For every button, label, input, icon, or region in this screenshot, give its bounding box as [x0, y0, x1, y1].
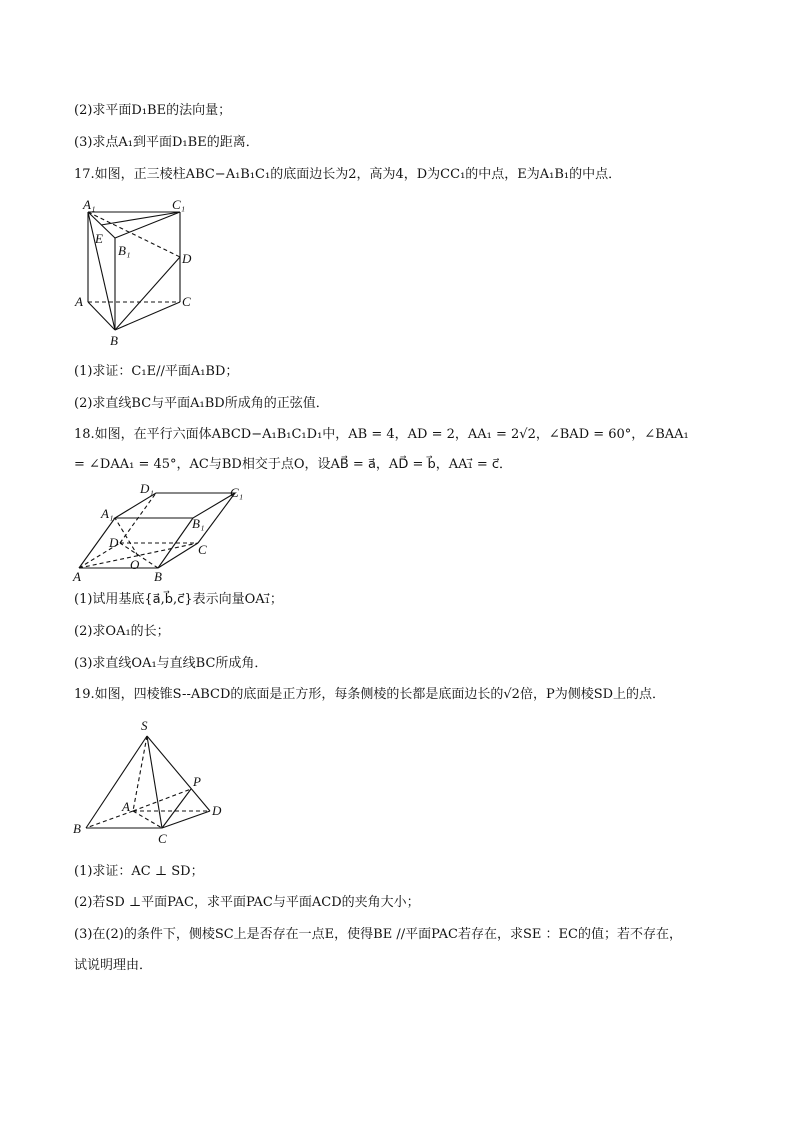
label-c: C	[182, 294, 191, 309]
label-d: D	[182, 251, 192, 266]
q17-stem: 17.如图，正三棱柱ABC−A₁B₁C₁的底面边长为2，高为4，D为CC₁的中点，E为A₁B₁的中点．	[74, 167, 622, 182]
label-a1: A₁	[101, 506, 114, 521]
label-b1: B₁	[118, 243, 131, 258]
label-b: B	[73, 821, 81, 836]
label-e: E	[95, 231, 103, 246]
label-c: C	[158, 831, 167, 846]
figure-17-prism	[70, 195, 240, 350]
edge-bc	[115, 302, 180, 330]
top-face	[115, 493, 235, 518]
label-a: A	[122, 799, 130, 814]
label-a: A	[73, 569, 81, 584]
label-p: P	[193, 774, 201, 789]
q19-part3-cont: 试说明理由．	[74, 958, 153, 973]
q19-part1: (1)求证：AC ⊥ SD；	[74, 864, 204, 879]
q18-part1: (1)试用基底{a⃗,b⃗,c⃗}表示向量OA₁⃗；	[74, 592, 283, 607]
label-s: S	[141, 718, 148, 733]
seg-pc	[162, 789, 191, 828]
figure-18-parallelepiped	[70, 481, 260, 586]
label-d: D	[212, 803, 222, 818]
edge-ab	[88, 302, 115, 330]
seg-bd	[115, 257, 180, 330]
label-d1: D₁	[140, 481, 154, 496]
edge-sb	[86, 736, 147, 828]
q19-part3: (3)在(2)的条件下，侧棱SC上是否存在一点E，使得BE //平面PAC若存在，求SE ：EC的值；若不存在，	[74, 927, 682, 942]
q19-stem: 19.如图，四棱锥S--ABCD的底面是正方形，每条侧棱的长都是底面边长的√2倍，P为侧棱SD上的点．	[74, 687, 666, 702]
figure-19-pyramid	[70, 713, 240, 848]
q16-part3: (3)求点A₁到平面D₁BE的距离．	[74, 135, 259, 150]
q17-part1: (1)求证：C₁E//平面A₁BD；	[74, 364, 239, 379]
label-c1: C₁	[172, 197, 186, 212]
label-o: O	[130, 557, 140, 572]
label-b: B	[154, 569, 162, 584]
label-d: D	[109, 535, 119, 550]
q18-part3: (3)求直线OA₁与直线BC所成角．	[74, 656, 268, 671]
q17-part2: (2)求直线BC与平面A₁BD所成角的正弦值．	[74, 396, 329, 411]
seg-c1e	[101, 212, 180, 225]
label-c: C	[198, 542, 207, 557]
q19-part2: (2)若SD ⊥平面PAC，求平面PAC与平面ACD的夹角大小；	[74, 895, 420, 910]
q18-stem-b: = ∠DAA₁ = 45°，AC与BD相交于点O，设AB⃗ = a⃗，AD⃗ = b⃗，AA₁⃗ = c⃗．	[74, 457, 513, 472]
edge-b1c1	[115, 212, 180, 238]
seg-ac	[133, 811, 162, 828]
label-b1: B₁	[192, 516, 205, 531]
edge-sc	[147, 736, 162, 828]
label-a: A	[75, 294, 83, 309]
q18-part2: (2)求OA₁的长；	[74, 624, 170, 639]
label-c1: C₁	[230, 485, 244, 500]
edge-cd	[162, 811, 210, 828]
label-a1: A₁	[83, 197, 96, 212]
label-b: B	[110, 333, 118, 348]
q16-part2: (2)求平面D₁BE的法向量；	[74, 103, 232, 118]
seg-a1b	[88, 212, 115, 330]
q18-stem-a: 18.如图，在平行六面体ABCD−A₁B₁C₁D₁中，AB = 4，AD = 2，AA₁ = 2√2，∠BAD = 60°，∠BAA₁	[74, 427, 689, 442]
